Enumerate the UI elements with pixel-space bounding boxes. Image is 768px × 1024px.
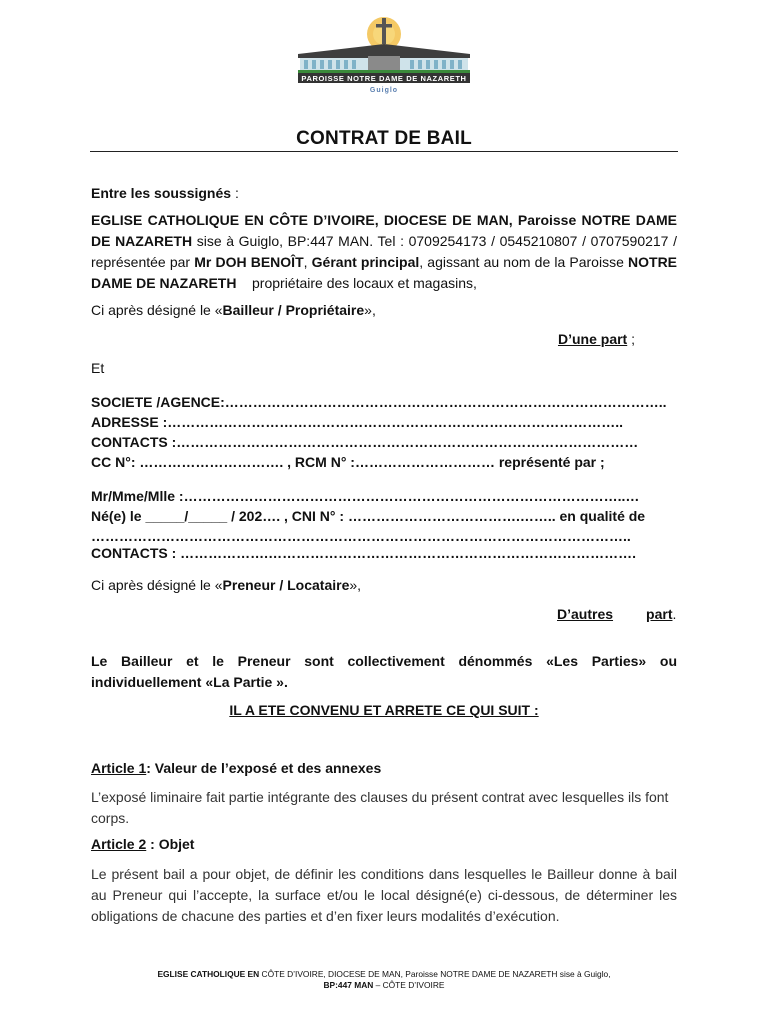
contract-title: CONTRAT DE BAIL — [296, 128, 472, 149]
parties-definition: Le Bailleur et le Preneur sont collectivement dénommés «Les Parties» ou individuellement «La Partie ». — [91, 653, 677, 690]
and-label: Et — [91, 360, 105, 376]
field-societe[interactable]: SOCIETE /AGENCE:………………………………………………………………………………….. — [91, 394, 667, 410]
field-capacity[interactable]: …………………………………………………………………………………………………….. — [91, 528, 631, 544]
title-divider — [90, 151, 678, 152]
field-birth-cni[interactable]: Né(e) le _____/_____ / 202…. , CNI N° : ……………………………….…….. en qualité de — [91, 508, 646, 524]
field-contacts[interactable]: CONTACTS :……………………………………………………………………………………… — [91, 434, 639, 450]
field-adresse[interactable]: ADRESSE :…………………………………………………………………………………….. — [91, 414, 624, 430]
parish-logo — [290, 14, 478, 104]
church-building-icon — [290, 14, 478, 104]
agreement-heading: IL A ETE CONVENU ET ARRETE CE QUI SUIT : — [229, 702, 539, 718]
lessor-rep-name: Mr DOH BENOÎT — [194, 254, 304, 270]
logo-line2: Guiglo — [369, 87, 399, 94]
article-2-heading: Article 2 : Objet — [91, 836, 195, 852]
part-one: D’une part ; — [557, 331, 635, 347]
lessor-parish: NOTRE DAME DE NAZARETH — [91, 254, 678, 291]
field-contacts-2[interactable]: CONTACTS : ……………….……………………………………………………………………. — [91, 545, 636, 561]
lessor-rep-role: Gérant principal — [311, 254, 420, 270]
field-mr-mme[interactable]: Mr/Mme/Mlle :…………………………………………………………………………………..… — [91, 488, 640, 504]
designated-lessee: Ci après désigné le «Preneur / Locataire», — [91, 577, 362, 593]
designated-lessor: Ci après désigné le «Bailleur / Propriétaire», — [91, 302, 376, 318]
logo-line1: PAROISSE NOTRE DAME DE NAZARETH — [301, 74, 467, 83]
lessor-paragraph: EGLISE CATHOLIQUE EN CÔTE D’IVOIRE, DIOCESE DE MAN, Paroisse NOTRE DAME DE NAZARETH sise à Guiglo, BP:447 MAN. Tel : 0709254173 / 0545210807 / 0707590217 / représentée par Mr DOH BENOÎT, Gérant principal, agissant au nom de la Paroisse NOTRE DAME DE NAZARETH propriétaire des locaux et magasins, — [91, 212, 678, 291]
article-1-heading: Article 1: Valeur de l’exposé et des annexes — [91, 760, 382, 776]
between-line: Entre les soussignés : — [91, 185, 239, 201]
between-label: Entre les soussignés — [91, 185, 232, 201]
page-footer: EGLISE CATHOLIQUE EN CÔTE D’IVOIRE, DIOCESE DE MAN, Paroisse NOTRE DAME DE NAZARETH sise à Guiglo, BP:447 MAN – CÔTE D’IVOIRE — [157, 969, 611, 990]
field-cc-rcm[interactable]: CC N°: …………………………. , RCM N° :………………………… représenté par ; — [91, 454, 605, 470]
lessor-org: EGLISE CATHOLIQUE EN CÔTE D’IVOIRE, DIOCESE DE MAN, Paroisse NOTRE DAME DE NAZARETH — [91, 212, 677, 249]
part-two: D’autres part. — [557, 606, 677, 622]
article-1-body: L’exposé liminaire fait partie intégrante des clauses du présent contrat avec lesquelles ils font corps. — [91, 789, 669, 826]
article-2-body: Le présent bail a pour objet, de définir les conditions dans lesquelles le Bailleur donne à bail au Preneur qui l’accepte, la surface et/ou le local désigné(e) ci-dessous, de déterminer les obligations de chacune des parties et d’en fixer leurs modalités d’exécution. — [91, 866, 677, 924]
